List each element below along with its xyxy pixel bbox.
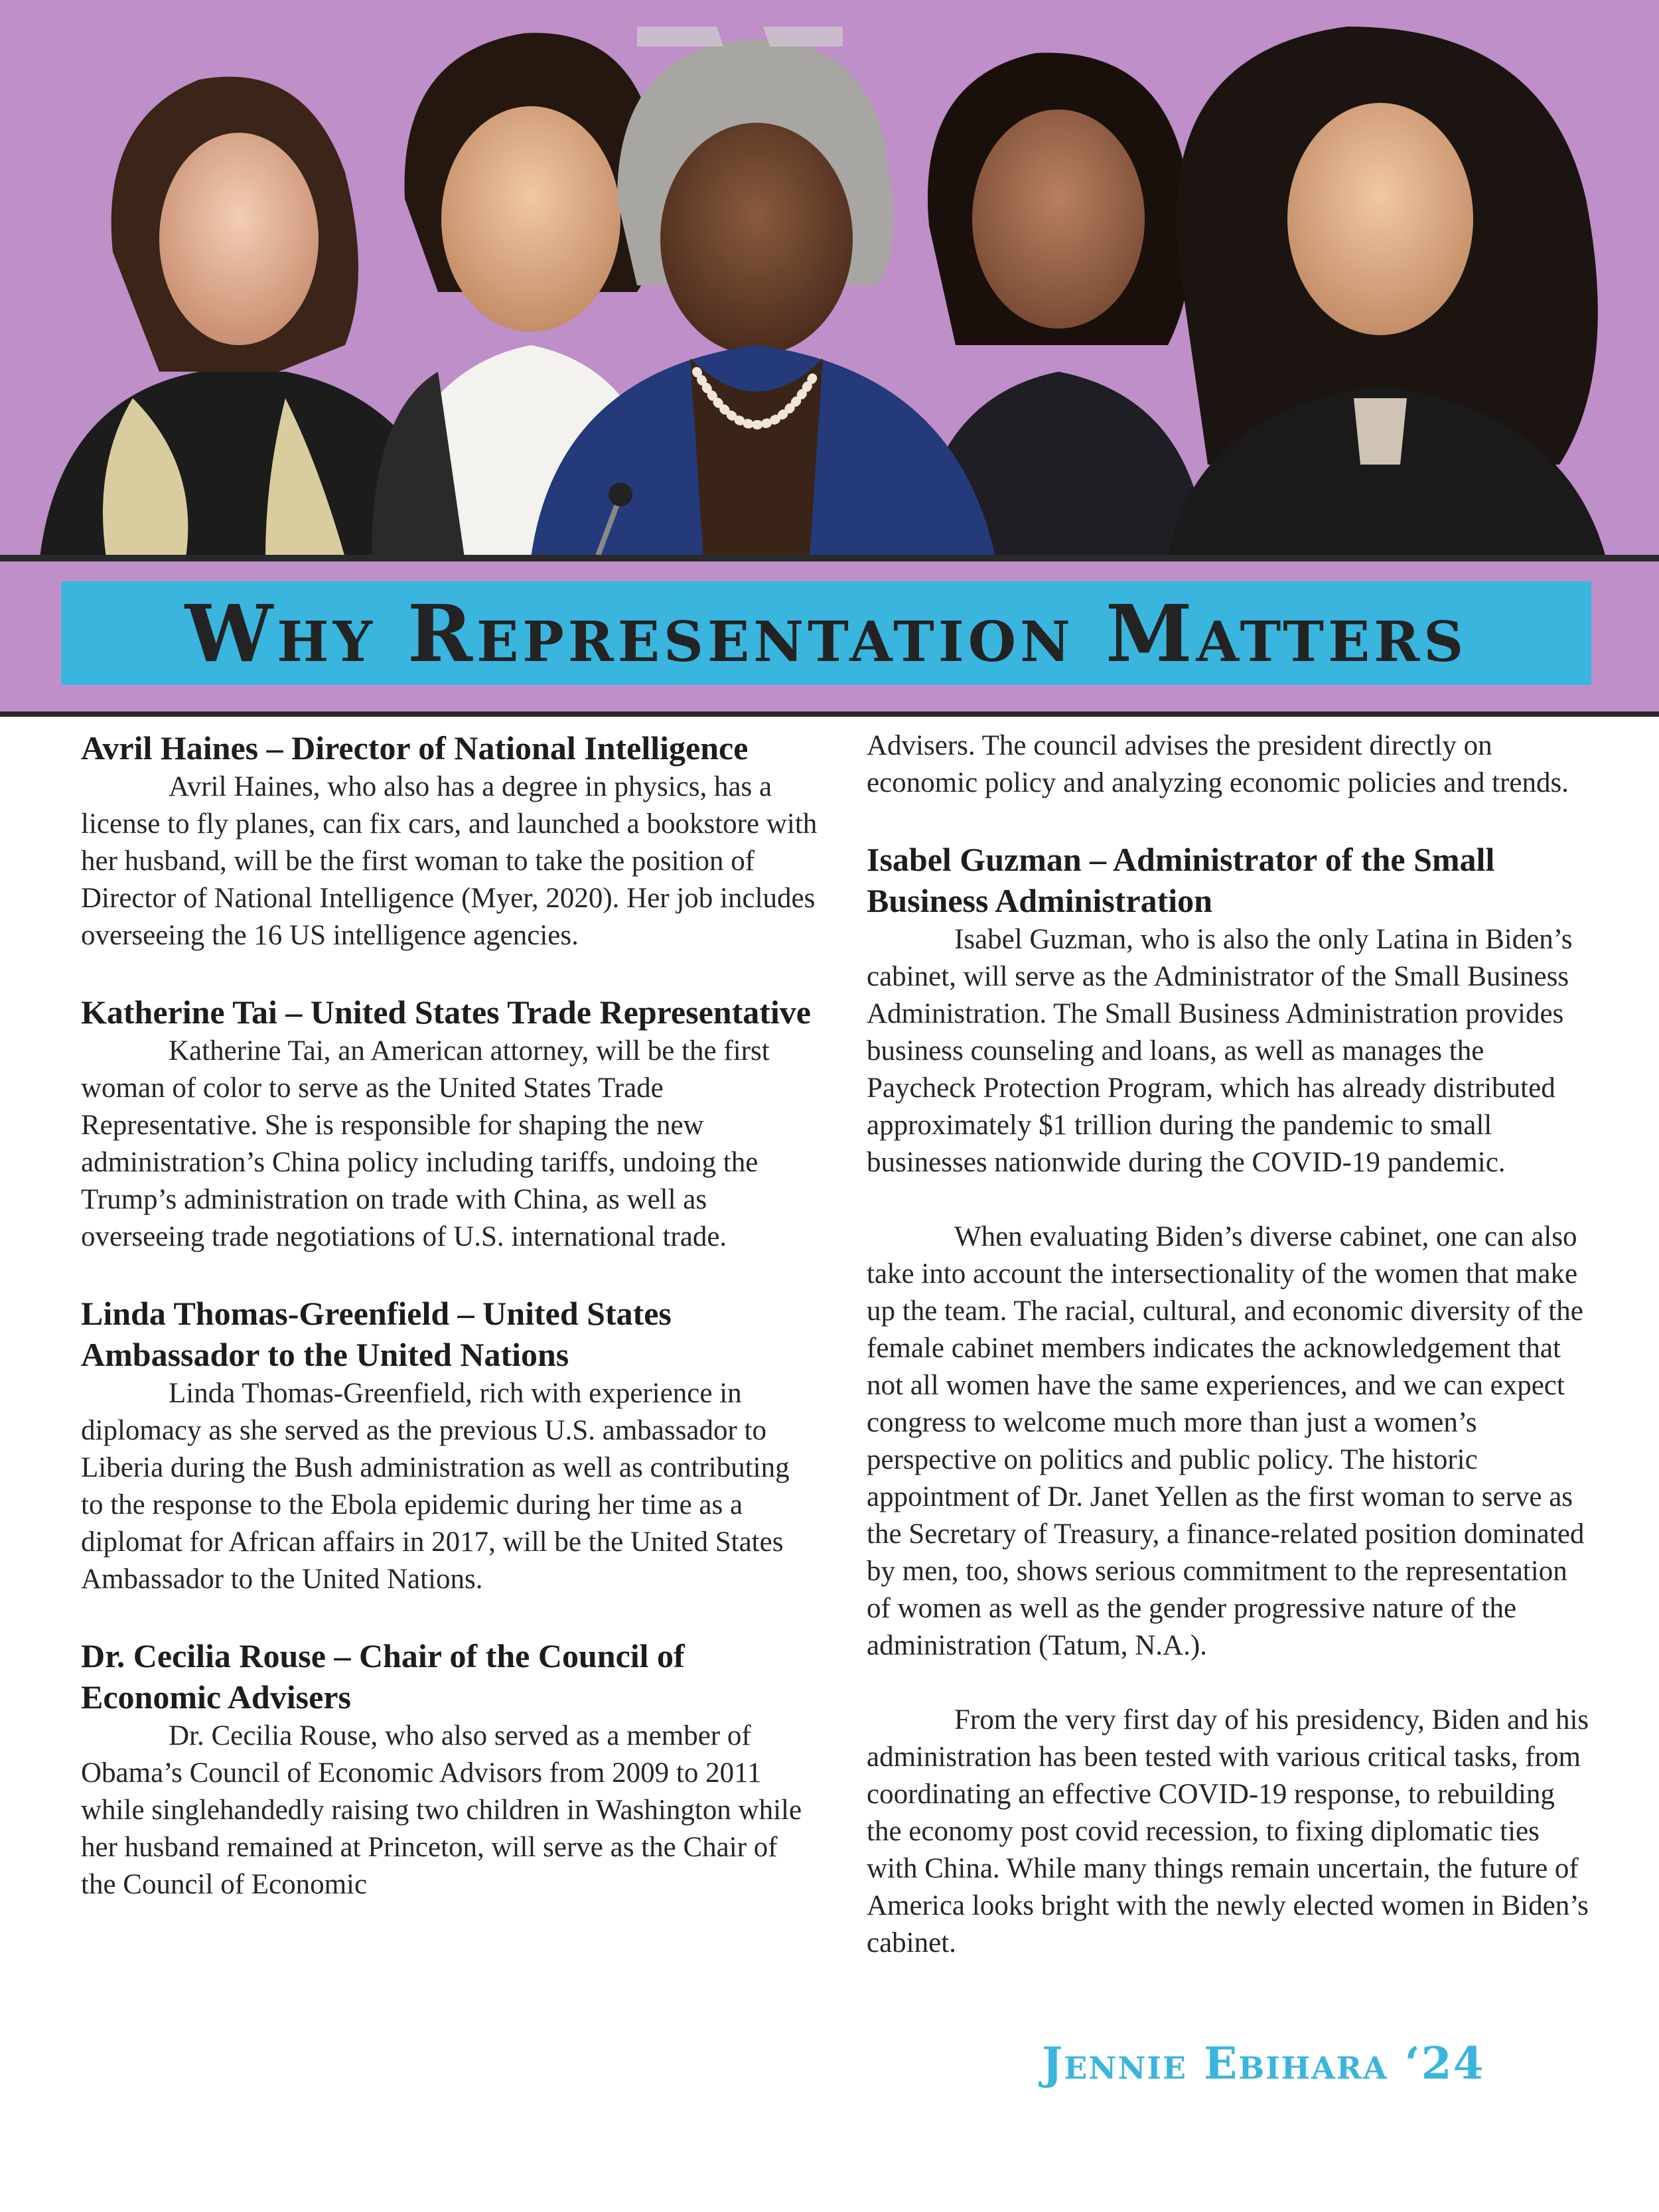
section-body: Isabel Guzman, who is also the only Latina in Biden’s cabinet, will serve as the Administrator of the Small Business Administration. The Small Business Administration provides business counseling and loans, as well as manages the Paycheck Protection Program, which has already distributed approximately $1 trillion during the pandemic to small businesses nationwide during the COVID-19 pandemic.: [867, 924, 1573, 1178]
article-section: [81, 727, 818, 954]
title-box: [61, 581, 1591, 685]
portrait-isabel-guzman: [1168, 27, 1606, 557]
left-column: [81, 727, 818, 1941]
section-heading: Katherine Tai – United States Trade Representative: [81, 994, 811, 1031]
section-body: Dr. Cecilia Rouse, who also served as a member of Obama’s Council of Economic Advisors from 2009 to 2011 while singlehandedly raising two children in Washington while her husband remained at Princeton, will serve as the Chair of the Council of Economic: [81, 1720, 802, 1900]
section-body: Avril Haines, who also has a degree in physics, has a license to fly planes, can fix cars, and launched a bookstore with her husband, will be the first woman to take the position of Director of National Intelligence (Myer, 2020). Her job includes overseeing the 16 US intelligence agencies.: [81, 771, 818, 951]
article-paragraph: [867, 1702, 1597, 1962]
article-paragraph: [867, 1218, 1597, 1664]
section-heading: Avril Haines – Director of National Intelligence: [81, 729, 749, 767]
section-heading: Linda Thomas-Greenfield – United States Ambassador to the United Nations: [81, 1295, 672, 1373]
divider: [0, 711, 1659, 717]
body-paragraph: When evaluating Biden’s diverse cabinet, one can also take into account the intersectionality of the women that make up the team. The racial, cultural, and economic diversity of the female cabinet members indicates the acknowledgement that not all women have the same experiences, and we can expect congress to welcome much more than just a women’s perspective on politics and public policy. The historic appointment of Dr. Janet Yellen as the first woman to serve as the Secretary of Treasury, a finance-related position dominated by men, too, shows serious commitment to the representation of women as well as the gender progressive nature of the administration (Tatum, N.A.).: [867, 1221, 1585, 1661]
cabinet-members-photo: [0, 0, 1659, 557]
author-byline: Jennie Ebihara ‘24: [1042, 2037, 1485, 2089]
continuation-text: Advisers. The council advises the president directly on economic policy and analyzing economic policies and trends.: [867, 730, 1569, 798]
article-section: [81, 1635, 818, 1903]
section-heading: Isabel Guzman – Administrator of the Small Business Administration: [867, 841, 1495, 919]
divider: [0, 555, 1659, 561]
article-section: [867, 839, 1597, 1181]
page-title: Why Representation Matters: [184, 587, 1468, 680]
section-body: Linda Thomas-Greenfield, rich with experience in diplomacy as she served as the previous U.S. ambassador to Liberia during the Bush administration as well as contributing to the response to the Ebola epidemic during her time as a diplomat for African affairs in 2017, will be the United States Ambassador to the United Nations.: [81, 1378, 790, 1595]
article-section: [81, 992, 818, 1256]
body-paragraph: From the very first day of his presidency, Biden and his administration has been tested with various critical tasks, from coordinating an effective COVID-19 response, to rebuilding the economy post covid recession, to fixing diplomatic ties with China. While many things remain uncertain, the future of America looks bright with the newly elected women in Biden’s cabinet.: [867, 1704, 1589, 1958]
right-column: [867, 727, 1597, 1999]
section-heading: Dr. Cecilia Rouse – Chair of the Council of Economic Advisers: [81, 1637, 685, 1716]
article-continuation: [867, 727, 1597, 802]
article-section: [81, 1293, 818, 1598]
section-body: Katherine Tai, an American attorney, will be the first woman of color to serve as the United States Trade Representative. She is responsible for shaping the new administration’s China policy including tariffs, undoing the Trump’s administration on trade with China, as well as overseeing trade negotiations of U.S. international trade.: [81, 1035, 770, 1252]
header-photo-band: [0, 0, 1659, 564]
